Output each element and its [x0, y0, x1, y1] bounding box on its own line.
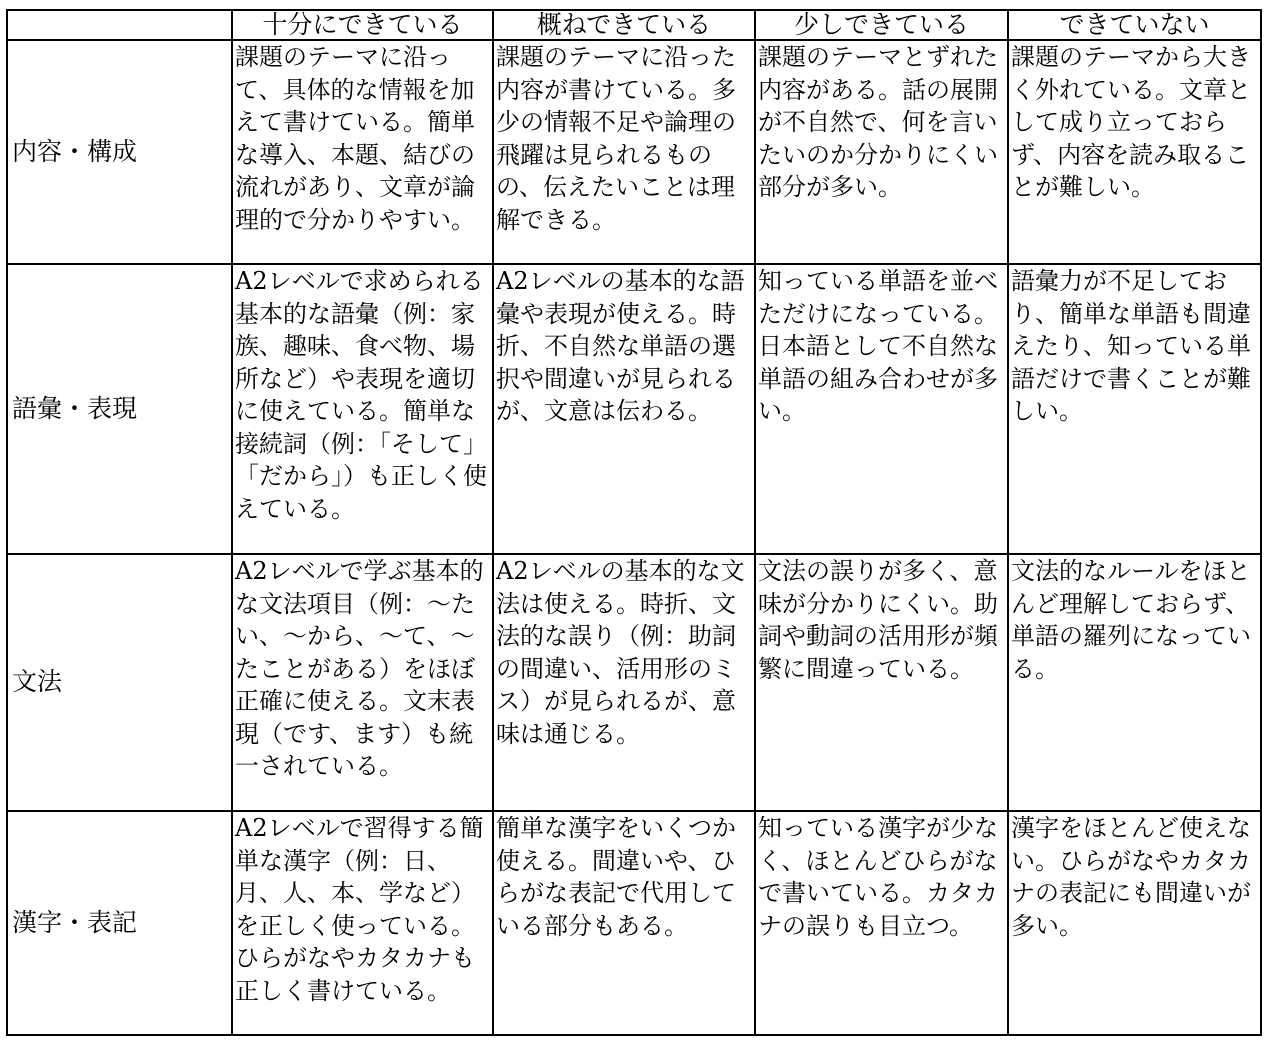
- table-cell: 知っている単語を並べただけになっている。日本語として不自然な単語の組み合わせが多い。: [755, 264, 1008, 554]
- rubric-table: [6, 9, 1262, 1036]
- table-cell: 課題のテーマとずれた内容がある。話の展開が不自然で、何を言いたいのか分かりにくい部分が多い。: [755, 40, 1008, 264]
- header-row: [7, 10, 1261, 40]
- table-row: [7, 554, 1261, 811]
- table-cell: 語彙力が不足しており、簡単な単語も間違えたり、知っている単語だけで書くことが難しい。: [1008, 264, 1261, 554]
- header-level-fair: 少しできている: [755, 10, 1008, 40]
- header-level-excellent: 十分にできている: [232, 10, 493, 40]
- row-label-content: 内容・構成: [7, 40, 232, 264]
- table-row: [7, 264, 1261, 554]
- table-cell: 知っている漢字が少なく、ほとんどひらがなで書いている。カタカナの誤りも目立つ。: [755, 811, 1008, 1035]
- table-cell: A2レベルの基本的な文法は使える。時折、文法的な誤り（例：助詞の間違い、活用形のミス）が見られるが、意味は通じる。: [493, 554, 755, 811]
- table-row: [7, 40, 1261, 264]
- table-cell: A2レベルで求められる基本的な語彙（例：家族、趣味、食べ物、場所など）や表現を適切に使えている。簡単な接続詞（例：「そして」「だから」）も正しく使えている。: [232, 264, 493, 554]
- table-cell: 文法の誤りが多く、意味が分かりにくい。助詞や動詞の活用形が頻繁に間違っている。: [755, 554, 1008, 811]
- table-cell: A2レベルで学ぶ基本的な文法項目（例：～たい、～から、～て、～たことがある）をほぼ正確に使える。文末表現（です、ます）も統一されている。: [232, 554, 493, 811]
- table-cell: 文法的なルールをほとんど理解しておらず、単語の羅列になっている。: [1008, 554, 1261, 811]
- table-cell: A2レベルの基本的な語彙や表現が使える。時折、不自然な単語の選択や間違いが見られるが、文意は伝わる。: [493, 264, 755, 554]
- row-label-kanji: 漢字・表記: [7, 811, 232, 1035]
- table-cell: A2レベルで習得する簡単な漢字（例：日、月、人、本、学など）を正しく使っている。ひらがなやカタカナも正しく書けている。: [232, 811, 493, 1035]
- row-label-grammar: 文法: [7, 554, 232, 811]
- table-cell: 課題のテーマに沿って、具体的な情報を加えて書けている。簡単な導入、本題、結びの流れがあり、文章が論理的で分かりやすい。: [232, 40, 493, 264]
- header-level-poor: できていない: [1008, 10, 1261, 40]
- table-cell: 課題のテーマから大きく外れている。文章として成り立っておらず、内容を読み取ることが難しい。: [1008, 40, 1261, 264]
- table-cell: 漢字をほとんど使えない。ひらがなやカタカナの表記にも間違いが多い。: [1008, 811, 1261, 1035]
- header-corner-cell: [7, 10, 232, 40]
- table-cell: 課題のテーマに沿った内容が書けている。多少の情報不足や論理の飛躍は見られるものの、伝えたいことは理解できる。: [493, 40, 755, 264]
- row-label-vocabulary: 語彙・表現: [7, 264, 232, 554]
- table-row: [7, 811, 1261, 1035]
- header-level-good: 概ねできている: [493, 10, 755, 40]
- table-cell: 簡単な漢字をいくつか使える。間違いや、ひらがな表記で代用している部分もある。: [493, 811, 755, 1035]
